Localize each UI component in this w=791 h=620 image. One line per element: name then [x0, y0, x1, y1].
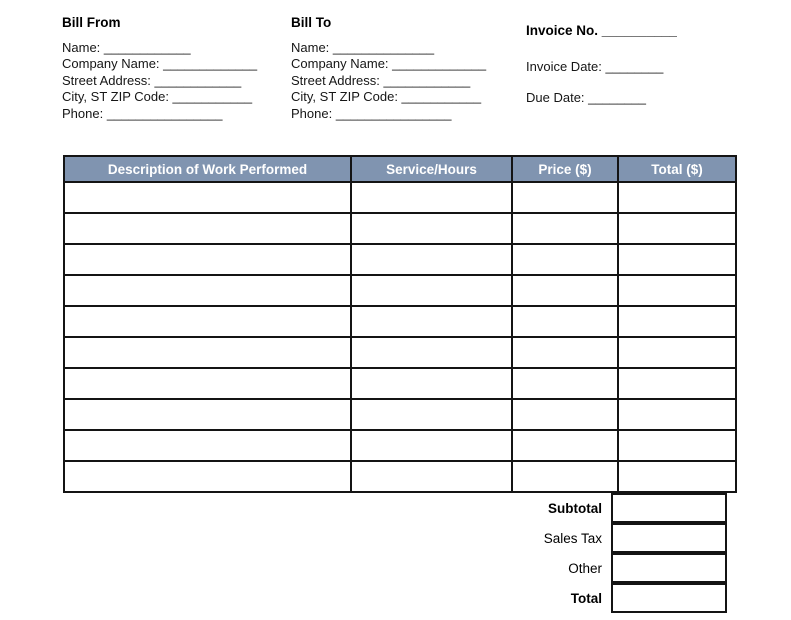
- table-cell[interactable]: [351, 399, 512, 430]
- bill-from-title: Bill From: [62, 15, 121, 30]
- table-row: [64, 461, 736, 492]
- table-cell[interactable]: [64, 430, 351, 461]
- invoice-number-line: Invoice No. __________: [526, 23, 677, 38]
- bill-to-street-line: Street Address: ____________: [291, 72, 471, 88]
- work-items-table: [63, 155, 737, 493]
- table-cell[interactable]: [351, 275, 512, 306]
- bill-to-city-line: City, ST ZIP Code: ___________: [291, 89, 482, 105]
- bill-from-city-line: City, ST ZIP Code: ___________: [62, 89, 253, 105]
- bill-from-phone-line: Phone: ________________: [62, 105, 223, 121]
- table-header-row: [64, 156, 736, 182]
- bill-from-street-line: Street Address: ____________: [62, 72, 242, 88]
- subtotal-label: Subtotal: [548, 500, 602, 516]
- bill-from-name-line: Name: ____________: [62, 39, 191, 55]
- table-cell[interactable]: [64, 213, 351, 244]
- sales-tax-row: [63, 523, 727, 553]
- table-cell[interactable]: [512, 337, 618, 368]
- bill-from-section: [62, 15, 257, 123]
- other-row: [63, 553, 727, 583]
- header-description: Description of Work Performed: [64, 156, 351, 182]
- table-cell[interactable]: [618, 430, 736, 461]
- table-row: [64, 275, 736, 306]
- other-label: Other: [568, 560, 602, 576]
- table-cell[interactable]: [512, 213, 618, 244]
- subtotal-value-box[interactable]: [611, 493, 727, 523]
- table-cell[interactable]: [512, 368, 618, 399]
- table-cell[interactable]: [512, 306, 618, 337]
- table-cell[interactable]: [64, 244, 351, 275]
- table-cell[interactable]: [618, 182, 736, 213]
- table-cell[interactable]: [618, 244, 736, 275]
- header-service-hours: Service/Hours: [351, 156, 512, 182]
- table-cell[interactable]: [351, 244, 512, 275]
- table-cell[interactable]: [351, 182, 512, 213]
- header-price: Price ($): [512, 156, 618, 182]
- table-cell[interactable]: [618, 213, 736, 244]
- subtotal-row: [63, 493, 727, 523]
- total-label: Total: [570, 590, 602, 606]
- header-total: Total ($): [618, 156, 736, 182]
- table-cell[interactable]: [512, 461, 618, 492]
- table-cell[interactable]: [618, 399, 736, 430]
- table-cell[interactable]: [512, 275, 618, 306]
- table-cell[interactable]: [64, 461, 351, 492]
- table-cell[interactable]: [351, 430, 512, 461]
- bill-to-company-line: Company Name: _____________: [291, 56, 487, 72]
- table-row: [64, 213, 736, 244]
- table-row: [64, 399, 736, 430]
- table-cell[interactable]: [351, 368, 512, 399]
- table-cell[interactable]: [618, 337, 736, 368]
- table-cell[interactable]: [512, 182, 618, 213]
- table-row: [64, 430, 736, 461]
- table-row: [64, 368, 736, 399]
- other-value-box[interactable]: [611, 553, 727, 583]
- bill-from-company-line: Company Name: _____________: [62, 56, 258, 72]
- table-cell[interactable]: [618, 275, 736, 306]
- table-cell[interactable]: [64, 337, 351, 368]
- table-cell[interactable]: [351, 337, 512, 368]
- table-cell[interactable]: [64, 368, 351, 399]
- table-cell[interactable]: [512, 430, 618, 461]
- table-row: [64, 244, 736, 275]
- table-row: [64, 182, 736, 213]
- sales-tax-label: Sales Tax: [543, 530, 602, 546]
- table-cell[interactable]: [512, 399, 618, 430]
- table-cell[interactable]: [618, 461, 736, 492]
- summary-section: [63, 493, 727, 613]
- table-cell[interactable]: [351, 461, 512, 492]
- due-date-line: Due Date: ________: [526, 90, 646, 105]
- table-cell[interactable]: [64, 306, 351, 337]
- bill-to-phone-line: Phone: ________________: [291, 105, 452, 121]
- bill-to-section: [291, 15, 486, 123]
- bill-to-title: Bill To: [291, 15, 332, 30]
- table-cell[interactable]: [618, 306, 736, 337]
- table-cell[interactable]: [512, 244, 618, 275]
- table-cell[interactable]: [351, 213, 512, 244]
- table-cell[interactable]: [618, 368, 736, 399]
- sales-tax-value-box[interactable]: [611, 523, 727, 553]
- table-row: [64, 337, 736, 368]
- table-cell[interactable]: [351, 306, 512, 337]
- invoice-table-body: [64, 182, 736, 492]
- table-cell[interactable]: [64, 275, 351, 306]
- table-cell[interactable]: [64, 399, 351, 430]
- total-row: [63, 583, 727, 613]
- invoice-date-line: Invoice Date: ________: [526, 59, 664, 74]
- table-row: [64, 306, 736, 337]
- total-value-box[interactable]: [611, 583, 727, 613]
- bill-to-name-line: Name: ______________: [291, 39, 435, 55]
- table-cell[interactable]: [64, 182, 351, 213]
